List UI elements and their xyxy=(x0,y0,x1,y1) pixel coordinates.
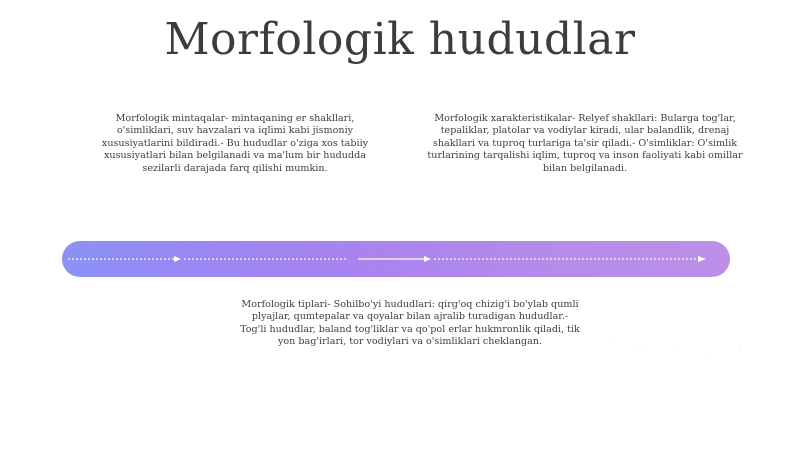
arrowhead-2-icon xyxy=(424,256,431,262)
arrowhead-3-icon xyxy=(698,256,706,262)
slide-title: Morfologik hududlar xyxy=(164,14,636,65)
decorative-dots xyxy=(600,335,760,375)
text-block-morphological-characteristics: Morfologik xarakteristikalar- Relyef shakllari: Bularga tog'lar, tepaliklar, platolar va vodiylar kiradi, ular balandlik, drenaj shakllari va tuproq turlariga ta'sir qiladi.- O'simliklar: O'simlik turlarining tarqalishi iqlim, tuproq va inson faoliyati kabi omillar bilan belgilanadi. xyxy=(427,113,743,174)
arrowhead-1-icon xyxy=(174,256,181,262)
timeline-bar xyxy=(62,241,730,277)
text-block-morphological-regions: Morfologik mintaqalar- mintaqaning er shakllari, o'simliklari, suv havzalari va iqlimi kabi jismoniy xususiyatlarini bildiradi.- Bu hududlar o'ziga xos tabiiy xususiyatlari bilan belgilanadi va ma'lum bir hududda sezilarli darajada farq qilishi mumkin. xyxy=(101,113,369,174)
text-block-morphological-types: Morfologik tiplari- Sohilbo'yi hududlari: qirg'oq chizig'i bo'ylab qumli plyajlar, qumtepalar va qoyalar bilan ajralib turadigan hududlar.- Tog'li hududlar, baland tog'liklar va qo'pol erlar hukmronlik qiladi, tik yon bag'irlari, tor vodiylari va o'simliklari cheklangan. xyxy=(240,299,580,348)
timeline-arrows xyxy=(62,241,730,277)
